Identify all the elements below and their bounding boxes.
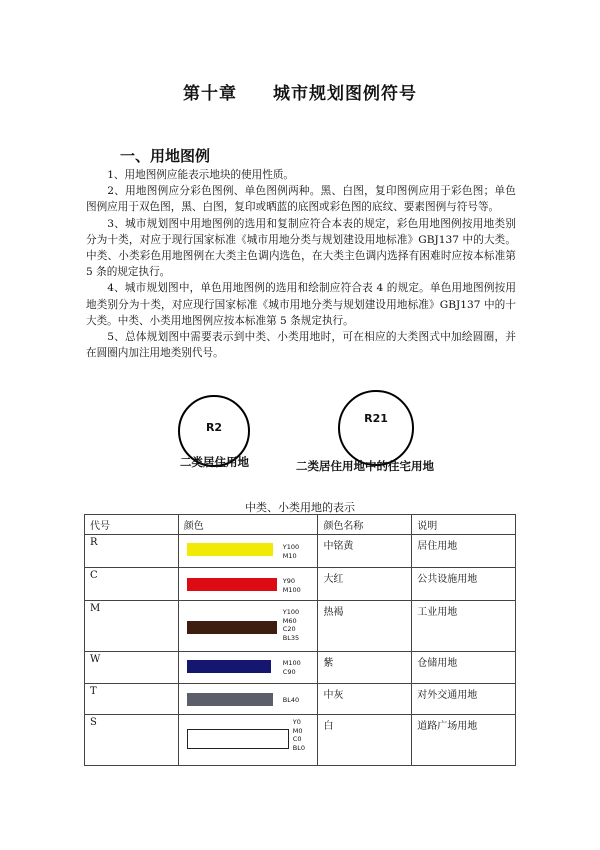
row-color <box>178 684 318 715</box>
header-color: 颜色 <box>178 515 318 535</box>
color-swatch <box>187 729 289 749</box>
row-color-name: 紫 <box>318 652 412 684</box>
header-code: 代号 <box>85 515 179 535</box>
row-color <box>178 535 318 568</box>
cmyk-values: Y100 M60 C20 BL35 <box>282 608 300 642</box>
table-row <box>85 715 516 766</box>
table-row <box>85 652 516 684</box>
color-swatch <box>187 660 271 673</box>
paragraph-3: 3、城市规划图中用地图例的选用和复制应符合本表的规定，彩色用地图例按用地类别分为十类，对应于现行国家标准《城市用地分类与规划建设用地标准》GBJ137 中的大类。中类、小类彩色用地图例在大类主色调内选色，在大类主色调内选择有困难时应按本标准第 5 条的规定执行。 <box>86 217 516 279</box>
row-color-name: 中灰 <box>318 684 412 715</box>
row-code: M <box>85 601 179 652</box>
circle-code-r2: R2 <box>205 421 223 434</box>
row-color-name: 中铭黄 <box>318 535 412 568</box>
row-color-name: 热褐 <box>318 601 412 652</box>
row-code: C <box>85 568 179 601</box>
circle-caption-r2: 二类居住用地 <box>180 455 249 469</box>
table-row <box>85 568 516 601</box>
table-row <box>85 684 516 715</box>
chapter-name: 城市规划图例符号 <box>273 84 417 104</box>
row-color <box>178 601 318 652</box>
row-color-name: 白 <box>318 715 412 766</box>
cmyk-values: Y0 M0 C0 BL0 <box>292 718 305 752</box>
section-heading: 一、用地图例 <box>120 147 211 165</box>
row-code: R <box>85 535 179 568</box>
row-description: 公共设施用地 <box>412 568 516 601</box>
color-swatch <box>187 543 273 556</box>
cmyk-values: M100 C90 <box>282 659 301 676</box>
row-description: 工业用地 <box>412 601 516 652</box>
row-color-name: 大红 <box>318 568 412 601</box>
color-swatch <box>187 578 277 591</box>
row-color <box>178 652 318 684</box>
row-code: W <box>85 652 179 684</box>
circle-caption-r21: 二类居住用地中的住宅用地 <box>296 459 434 473</box>
chapter-title <box>0 79 600 104</box>
row-code: S <box>85 715 179 766</box>
table-row <box>85 601 516 652</box>
color-swatch <box>187 621 277 634</box>
paragraph-4: 4、城市规划图中，单色用地图例的选用和绘制应符合表 4 的规定。单色用地图例按用地类别分为十类，对应现行国家标准《城市用地分类与规划建设用地标准》GBJ137 中的十大类。中类、小类用地图例应按本标准第 5 条规定执行。 <box>86 282 516 327</box>
table-caption: 中类、小类用地的表示 <box>245 501 355 514</box>
cmyk-values: BL40 <box>282 696 300 704</box>
circle-code-r21: R21 <box>364 412 388 425</box>
table-row <box>85 535 516 568</box>
row-color <box>178 715 318 766</box>
header-color-name: 颜色名称 <box>318 515 412 535</box>
body-text <box>86 167 516 361</box>
cmyk-values: Y90 M100 <box>282 577 301 594</box>
cmyk-values: Y100 M10 <box>282 543 300 560</box>
paragraph-5: 5、总体规划图中需要表示到中类、小类用地时，可在相应的大类图式中加绘圆圈，并在圆圈内加注用地类别代号。 <box>86 331 516 360</box>
row-description: 仓储用地 <box>412 652 516 684</box>
paragraph-1: 1、用地图例应能表示地块的使用性质。 <box>107 169 295 181</box>
row-color <box>178 568 318 601</box>
row-description: 道路广场用地 <box>412 715 516 766</box>
land-use-circle-diagram <box>0 390 600 480</box>
row-description: 居住用地 <box>412 535 516 568</box>
row-description: 对外交通用地 <box>412 684 516 715</box>
circle-symbol-r21 <box>338 390 414 466</box>
header-description: 说明 <box>412 515 516 535</box>
paragraph-2: 2、用地图例应分彩色图例、单色图例两种。黑、白图，复印图例应用于彩色图；单色图例应用于双色图，黑、白图，复印或晒蓝的底图或彩色图的底纹、要素图例与符号等。 <box>86 185 516 214</box>
table-header-row <box>85 515 516 535</box>
row-code: T <box>85 684 179 715</box>
land-use-color-table <box>84 514 516 766</box>
chapter-number: 第十章 <box>183 84 237 104</box>
color-swatch <box>187 693 273 706</box>
